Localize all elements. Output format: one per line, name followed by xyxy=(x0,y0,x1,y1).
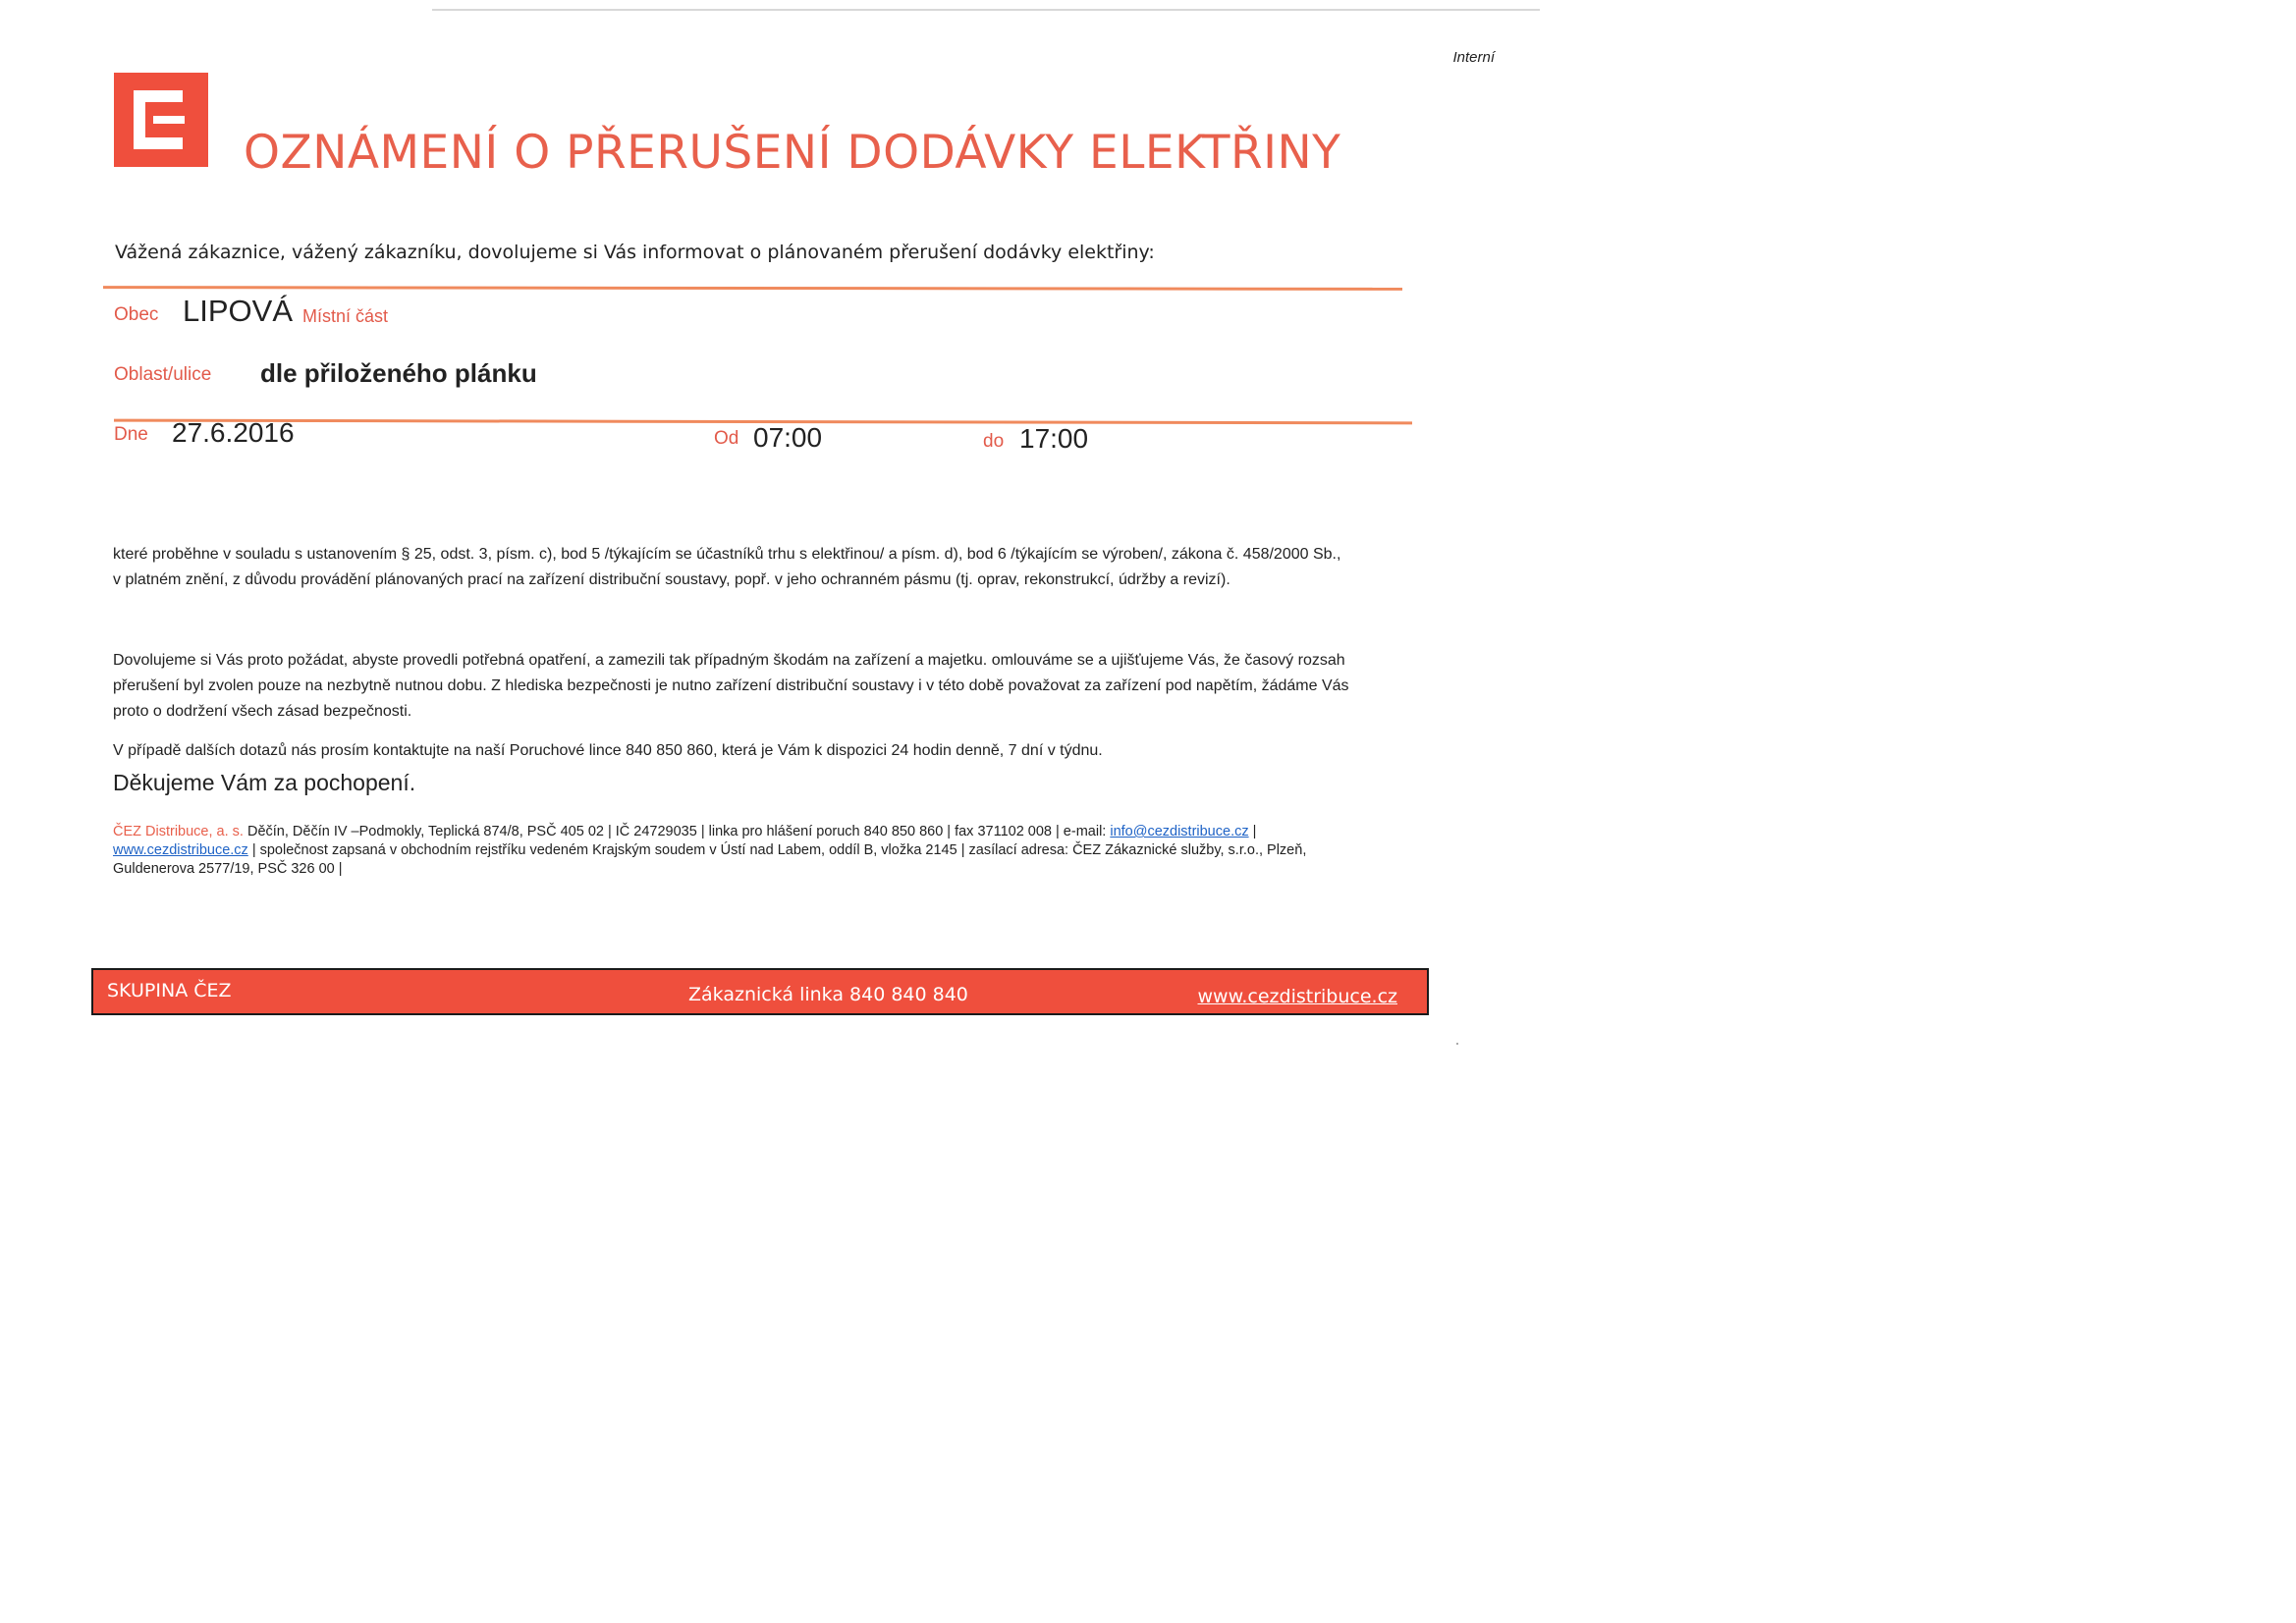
obec-value: LIPOVÁ xyxy=(183,294,293,328)
company-info-text: Děčín, Děčín IV –Podmokly, Teplická 874/8, PSČ 405 02 | IČ 24729035 | linka pro hlášení poruch 840 850 860 | fax 371102 008 | e-mail: xyxy=(243,824,1111,839)
footer-website-link[interactable]: www.cezdistribuce.cz xyxy=(1197,986,1397,1007)
greeting-text: Vážená zákaznice, vážený zákazníku, dovolujeme si Vás informovat o plánovaném přerušení dodávky elektřiny: xyxy=(115,242,1155,263)
request-paragraph: Dovolujeme si Vás proto požádat, abyste provedli potřebná opatření, a zamezili tak případným škodám na zařízení a majetku. omlouváme se a ujišťujeme Vás, že časový rozsah přerušení byl zvolen pouze na nezbytně nutnou dobu. Z hlediska bezpečnosti je nutno zařízení distribuční soustavy i v této době považovat za zařízení pod napětím, žádáme Vás proto o dodržení všech zásad bezpečnosti. xyxy=(113,652,1349,720)
contact-paragraph: V případě dalších dotazů nás prosím kontaktujte na naší Poruchové lince 840 850 860, která je Vám k dispozici 24 hodin denně, 7 dní v týdnu. xyxy=(113,742,1103,759)
divider xyxy=(103,286,1402,291)
mistni-cast-label: Místní část xyxy=(302,306,389,326)
company-registration-text: | společnost zapsaná v obchodním rejstříku vedeném Krajským soudem v Ústí nad Labem, oddíl B, vložka 2145 | zasílací adresa: ČEZ Zákaznické služby, s.r.o., Plzeň, Guldenerova 2577/19, PSČ 326 00 | xyxy=(113,842,1307,877)
time-to-label: do xyxy=(983,431,1005,452)
company-name: ČEZ Distribuce, a. s. xyxy=(113,824,244,839)
time-to-value: 17:00 xyxy=(1019,423,1089,454)
oblast-label: Oblast/ulice xyxy=(114,364,212,385)
footer-bar xyxy=(91,968,1429,1015)
customer-line: Zákaznická linka 840 840 840 xyxy=(688,984,968,1005)
page-title: OZNÁMENÍ O PŘERUŠENÍ DODÁVKY ELEKTŘINY xyxy=(244,126,1341,180)
time-from-label: Od xyxy=(714,428,739,449)
time-from-value: 07:00 xyxy=(753,422,823,453)
separator-text: | xyxy=(1248,824,1257,839)
cez-logo-icon xyxy=(114,73,208,167)
obec-label: Obec xyxy=(114,304,159,325)
legal-paragraph: které proběhne v souladu s ustanovením § 25, odst. 3, písm. c), bod 5 /týkajícím se účastníků trhu s elektřinou/ a písm. d), bod 6 /týkajícím se výroben/, zákona č. 458/2000 Sb., v platném znění, z důvodu provádění plánovaných prací na zařízení distribuční soustavy, popř. v jeho ochranném pásmu (tj. oprav, rekonstrukcí, údržby a revizí). xyxy=(113,546,1341,588)
classification-label: Interní xyxy=(1452,49,1495,66)
company-info xyxy=(113,823,1390,879)
scan-speck xyxy=(1456,1043,1458,1045)
email-link[interactable]: info@cezdistribuce.cz xyxy=(1110,824,1249,839)
date-value: 27.6.2016 xyxy=(172,417,295,448)
group-name: SKUPINA ČEZ xyxy=(107,980,232,1001)
date-label: Dne xyxy=(114,424,148,445)
thanks-text: Děkujeme Vám za pochopení. xyxy=(113,770,416,795)
oblast-value: dle přiloženého plánku xyxy=(260,358,537,388)
website-link[interactable]: www.cezdistribuce.cz xyxy=(113,842,248,858)
scan-edge xyxy=(432,9,1540,11)
